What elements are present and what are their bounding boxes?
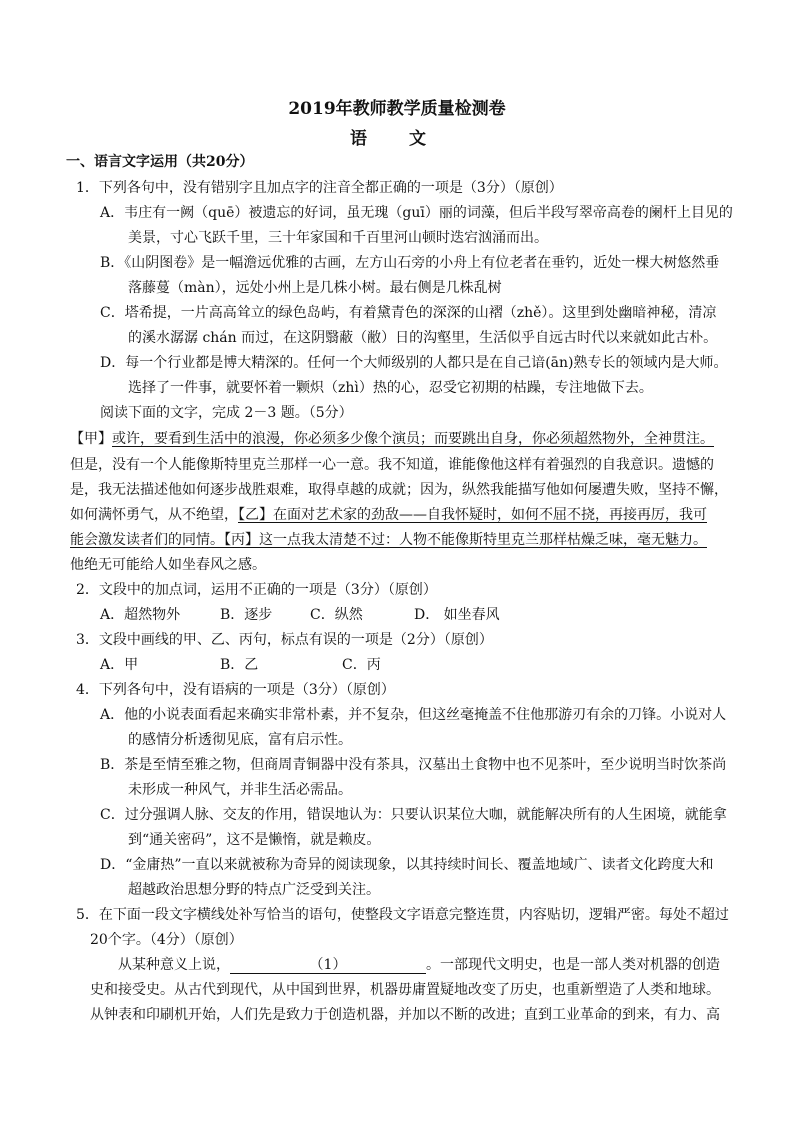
q4-option-b-line2: 未形成一种风气，并非生活必需品。 [128,782,352,798]
q3-option-c: C．丙 [342,657,381,673]
q4-stem: 4．下列各句中，没有语病的一项是（3分）（原创） [76,682,395,698]
passage-line4-text: 如何满怀勇气，从不绝望， [70,507,238,523]
q5-stem-line2: 20个字。（4分）（原创） [90,932,243,948]
q1-option-c-line2: 的溪水潺潺 chán 而过，在这阴翳蔽（敝）日的沟壑里，生活似乎自远古时代以来就如此古朴。 [128,330,718,346]
reading-intro: 阅读下面的文字，完成 2－3 题。（5分） [100,405,353,421]
q2-option-b: B．逐步 [220,607,273,623]
q5-paragraph-line1 [118,955,720,975]
passage-line2: 但是，没有一个人能像斯特里克兰那样一心一意。我不知道，谁能像他这样有着强烈的自我意识。遗憾的 [70,457,714,473]
q1-option-c-line1: C．塔希提，一片高高耸立的绿色岛屿，有着黛青色的深深的山褶（zhě）。这里到处幽暗神秘，清凉 [100,305,717,321]
q1-option-d-line1: D．每一个行业都是博大精深的。任何一个大师级别的人都只是在自己谙(ān)熟专长的领域内是大师。 [100,355,728,371]
passage-label-jia: 【甲】 [70,431,112,447]
q3-stem: 3．文段中画线的甲、乙、丙句，标点有误的一项是（2分）（原创） [76,632,493,648]
q3-option-a: A．甲 [100,657,139,673]
q4-option-c-line1: C．过分强调人脉、交友的作用，错误地认为：只要认识某位大咖，就能解决所有的人生困境，就能拿 [100,807,727,823]
exam-title: 2019年教师教学质量检测卷 [288,99,506,119]
q1-option-d-line2: 选择了一件事，就要怀着一颗炽（zhì）热的心，忍受它初期的枯躁，专注地做下去。 [128,380,653,396]
q2-option-d: D． 如坐春风 [414,607,500,623]
q2-option-c: C．纵然 [310,607,363,623]
q2-stem: 2．文段中的加点词，运用不正确的一项是（3分）（原创） [76,582,437,598]
q1-option-a-line2: 美景，寸心飞跃千里，三十年家国和千百里河山顿时迭宕汹涌而出。 [128,230,548,246]
passage-sentence-jia: 或许，要看到生活中的浪漫，你必须多少像个演员；而要跳出自身，你必须超然物外，全神贯注。 [112,431,714,447]
q5-blank-1[interactable]: （1） [230,955,426,974]
q2-option-a: A．超然物外 [100,607,181,623]
q4-option-a-line1: A．他的小说表面看起来确实非常朴素，并不复杂，但这丝毫掩盖不住他那游刃有余的刀锋。小说对人 [100,707,727,723]
q5-text-after-blank: 。一部现代文明史，也是一部人类对机器的创造 [426,957,720,973]
q4-option-c-line2: 到“通关密码”，这不是懒惰，就是赖皮。 [128,832,381,848]
q4-option-a-line2: 的感情分析透彻见底，富有启示性。 [128,732,352,748]
passage-sentence-bing: 【丙】这一点我太清楚不过：人物不能像斯特里克兰那样枯燥乏味，毫无魅力。 [224,532,707,548]
passage-sentence-yi: 【乙】在面对艺术家的劲敌——自我怀疑时，如何不屈不挠，再接再厉，我可 [238,507,707,523]
passage-line1 [70,429,714,449]
passage-line6: 他绝无可能给人如坐春风之感。 [70,557,266,573]
q5-paragraph-line3: 从钟表和印刷机开始，人们先是致力于创造机器，并加以不断的改进；直到工业革命的到来，有力、高 [90,1007,720,1023]
q3-option-b: B．乙 [220,657,259,673]
passage-sentence-yi-end: 能会激发读者们的同情。 [70,532,224,548]
q5-stem-line1: 5．在下面一段文字横线处补写恰当的语句，使整段文字语意完整连贯，内容贴切，逻辑严密。每处不超过 [76,907,729,923]
q4-option-d-line1: D．“金庸热”一直以来就被称为奇异的阅读现象，以其持续时间长、覆盖地域广、读者文化跨度大和 [100,857,714,873]
q1-option-b-line1: B．《山阴图卷》是一幅澹远优雅的古画，左方山石旁的小舟上有位老者在垂钓，近处一棵大树悠然垂 [100,255,720,271]
q1-option-a-line1: A．韦庄有一阙（quē）被遗忘的好词，虽无瑰（guī）丽的词藻，但后半段写翠帝高卷的阑杆上目见的 [100,205,733,221]
passage-line5 [70,530,707,550]
q4-option-b-line1: B．茶是至情至雅之物，但商周青铜器中没有茶具，汉墓出土食物中也不见茶叶，至少说明当时饮茶尚 [100,757,727,773]
passage-line4 [70,505,707,525]
q1-option-b-line2: 落藤蔓（màn），远处小州上是几株小树。最右侧是几株乱树 [128,280,502,296]
q4-option-d-line2: 超越政治思想分野的特点广泛受到关注。 [128,882,380,898]
q1-stem: 1．下列各句中，没有错别字且加点字的注音全都正确的一项是（3分）（原创） [76,180,563,196]
q5-text-before-blank: 从某种意义上说， [118,957,230,973]
passage-line3: 是，我无法描述他如何逐步战胜艰难，取得卓越的成就；因为，纵然我能描写他如何屡遭失败，坚持不懈， [70,482,728,498]
subject-title: 语 文 [350,129,444,149]
q5-paragraph-line2: 史和接受史。从古代到现代，从中国到世界，机器毋庸置疑地改变了历史，也重新塑造了人类和地球。 [90,982,720,998]
section-heading: 一、语言文字运用（共20分） [66,154,254,170]
